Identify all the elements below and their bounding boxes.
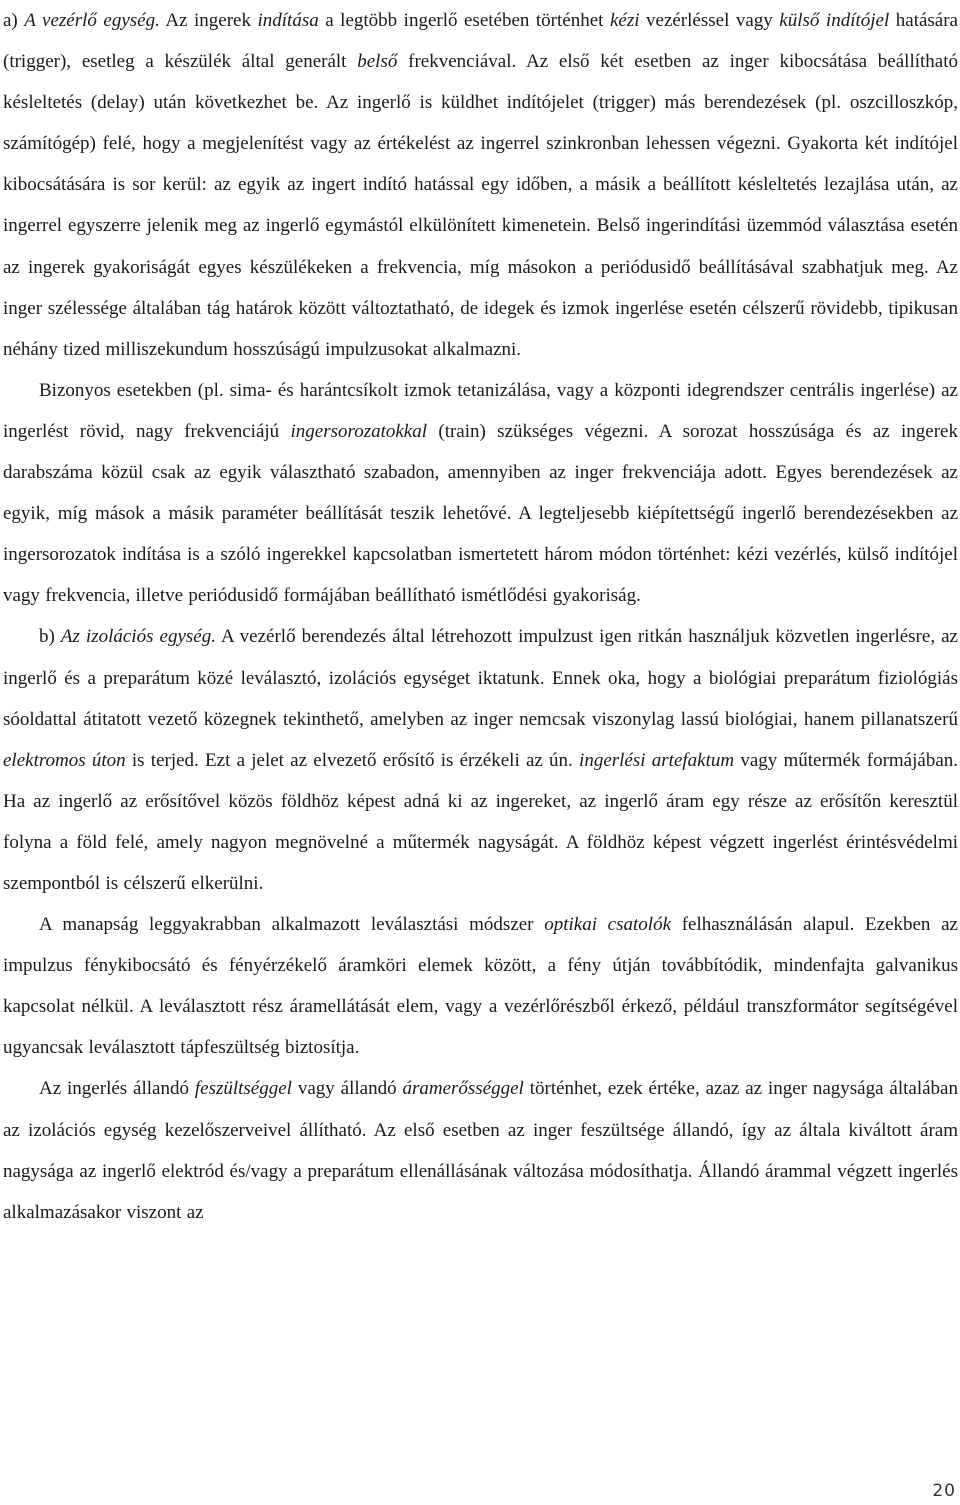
text-run: felhasználásán alapul. Ezekben az impulzus fénykibocsátó és fényérzékelő áramköri elemek között, a fény útján továbbítódik, mindenfajta galvanikus kapcsolat nélkül. A leválasztott rész áramellátását elem, vagy a vezérlőrészből érkező, például transzformátor segítségével ugyancsak leválasztott tápfeszültség biztosítja. [3,914,958,1059]
text-run: vezérléssel vagy [639,10,780,31]
text-run: vagy műtermék formájában. Ha az ingerlő az erősítővel közös földhöz képest adná ki az ingereket, az ingerlő áram egy része az erősítőn keresztül folyna a föld felé, amely nagyon megnövelné a műtermék nagyságát. A földhöz képest végzett ingerlést érintésvédelmi szempontból is célszerű elkerülni. [3,749,959,894]
paragraph-feszultseg-aram [3,1068,958,1232]
paragraph-izolacios-egyseg [3,616,958,904]
body-text [3,0,958,1233]
text-run: a legtöbb ingerlő esetében történhet [318,10,610,31]
italic-term: külső indítójel [779,10,890,31]
italic-term: belső [357,51,398,73]
text-run: b) [39,626,61,648]
italic-term: Az izolációs egység. [60,626,216,648]
italic-term: ingersorozatokkal [290,420,428,442]
italic-term: áramerősséggel [402,1078,524,1100]
paragraph-vezerlo-egyseg [3,0,958,370]
text-run: a) [3,10,25,31]
text-run: frekvenciával. Az első két esetben az inger kibocsátása beállítható késleltetés (delay) után következhet be. Az ingerlő is küldhet indítójelet (trigger) más berendezések (pl. oszcilloszkóp, számítógép) felé, hogy a megjelenítést vagy az értékelést az ingerrel szinkronban lehessen végezni. Gyakorta két indítójel kibocsátására is sor kerül: az egyik az ingert indító hatással egy időben, a másik a beállított késleltetés lezajlása után, az ingerrel egyszerre jelenik meg az ingerlő egymástól elkülönített kimenetein. Belső ingerindítási üzemmód választása esetén az ingerek gyakoriságát egyes készülékeken a frekvencia, míg másokon a periódusidő beállításával szabhatjuk meg. Az inger szélessége általában tág határok között változtatható, de idegek és izmok ingerlése esetén célszerű rövidebb, tipikusan néhány tized milliszekundum hosszúságú impulzusokat alkalmazni. [3,51,958,360]
text-run: is terjed. Ezt a jelet az elvezető erősítő is érzékeli az ún. [125,749,580,771]
text-run: hatására (trigger), esetleg a készülék által generált [3,10,958,73]
text-run: történhet, ezek értéke, azaz az inger nagysága általában az izolációs egység kezelőszerveivel állítható. Az első esetben az inger feszültsége állandó, így az általa kiváltott áram nagysága az ingerlő elektród és/vagy a preparátum ellenállásának változása módosíthatja. Állandó árammal végzett ingerlés alkalmazásakor viszont az [3,1078,958,1223]
italic-term: kézi [609,10,640,31]
italic-term: optikai csatolók [544,914,671,936]
text-run: Az ingerlés állandó [39,1078,195,1100]
paragraph-optikai-csatolok [3,904,958,1068]
paragraph-ingersorozatok [3,370,958,617]
page-number: 20 [932,1481,956,1501]
italic-term: elektromos úton [3,749,126,771]
italic-term: ingerlési artefaktum [579,749,735,771]
italic-term: A vezérlő egység. [24,10,160,31]
text-run: A manapság leggyakrabban alkalmazott leválasztási módszer [39,914,545,936]
text-run: Bizonyos esetekben (pl. sima- és harántcsíkolt izmok tetanizálása, vagy a központi idegrendszer centrális ingerlése) az ingerlést rövid, nagy frekvenciájú [3,379,958,442]
text-run: vagy állandó [291,1078,403,1100]
text-run: Az ingerek [159,10,258,31]
text-run: A vezérlő berendezés által létrehozott impulzust igen ritkán használjuk közvetlen ingerlésre, az ingerlő és a preparátum közé leválasztó, izolációs egységet iktatunk. Ennek oka, hogy a biológiai preparátum fiziológiás sóoldattal átitatott vezető közegnek tekinthető, amelyben az inger nemcsak viszonylag lassú biológiai, hanem pillanatszerű [3,626,958,730]
italic-term: indítása [257,10,319,31]
italic-term: feszültséggel [194,1078,292,1100]
text-run: (train) szükséges végezni. A sorozat hosszúsága és az ingerek darabszáma közül csak az egyik választható szabadon, amennyiben az inger frekvenciája adott. Egyes berendezések az egyik, míg mások a másik paraméter beállítását teszik lehetővé. A legteljesebb kiépítettségű ingerlő berendezésekben az ingersorozatok indítása is a szóló ingerekkel kapcsolatban ismertetett három módon történhet: kézi vezérlés, külső indítójel vagy frekvencia, illetve periódusidő formájában beállítható ismétlődési gyakoriság. [3,420,958,607]
